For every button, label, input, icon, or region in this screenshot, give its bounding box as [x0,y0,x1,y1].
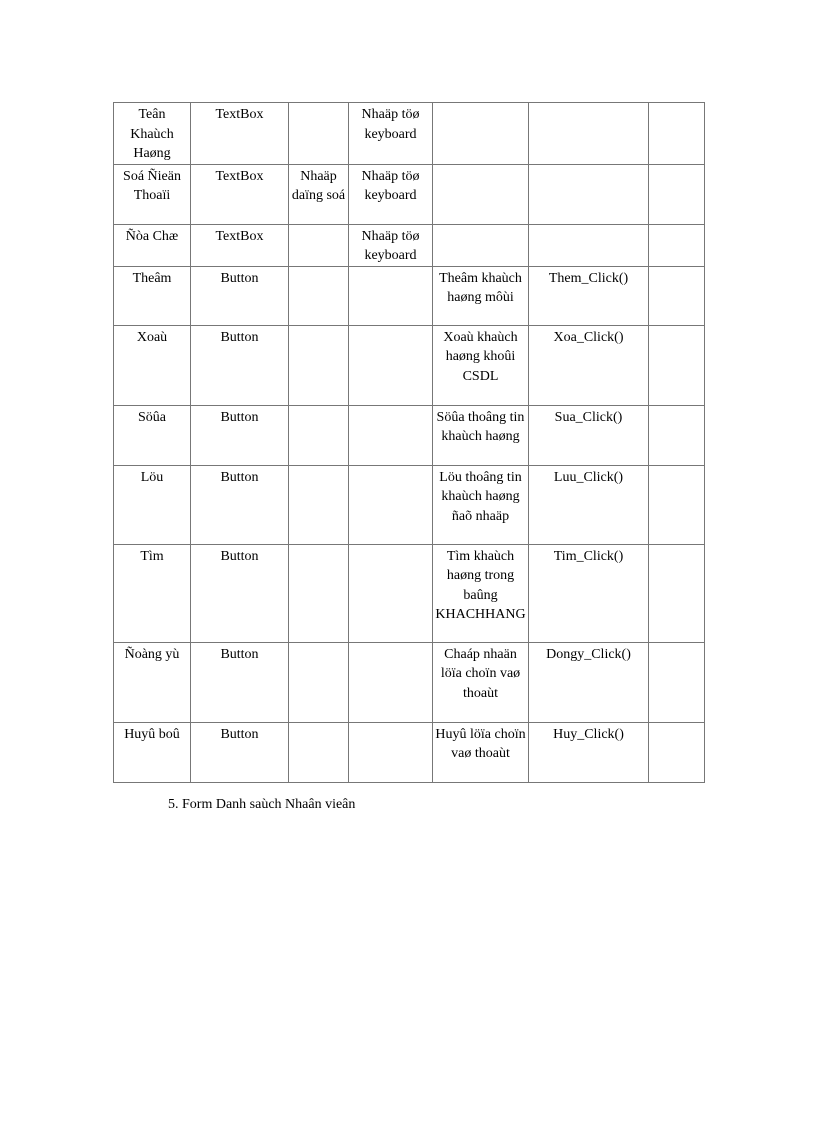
cell-control-type: TextBox [191,164,289,224]
cell-input-source [349,405,433,465]
table-row [114,164,705,224]
cell-description: Tìm khaùch haøng trong baûng KHACHHANG [433,544,529,642]
cell-input-source [349,325,433,405]
cell-note [649,164,705,224]
cell-input-source [349,465,433,544]
table-row [114,266,705,325]
table-row [114,405,705,465]
cell-constraint [289,642,349,722]
table-row [114,642,705,722]
cell-constraint [289,544,349,642]
cell-control-name: Theâm [114,266,191,325]
cell-constraint [289,266,349,325]
cell-handler: Xoa_Click() [529,325,649,405]
cell-note [649,103,705,165]
cell-input-source: Nhaäp töø keyboard [349,103,433,165]
cell-note [649,722,705,782]
cell-constraint [289,103,349,165]
control-spec-table [113,102,705,783]
cell-control-type: Button [191,405,289,465]
cell-note [649,465,705,544]
table-row [114,103,705,165]
table-row [114,722,705,782]
cell-input-source: Nhaäp töø keyboard [349,164,433,224]
cell-handler: Them_Click() [529,266,649,325]
cell-control-type: Button [191,642,289,722]
cell-input-source: Nhaäp töø keyboard [349,224,433,266]
cell-description: Huyû löïa choïn vaø thoaùt [433,722,529,782]
cell-handler: Sua_Click() [529,405,649,465]
cell-note [649,266,705,325]
cell-constraint [289,224,349,266]
cell-constraint: Nhaäp daïng soá [289,164,349,224]
cell-control-name: Teân Khaùch Haøng [114,103,191,165]
cell-handler: Luu_Click() [529,465,649,544]
cell-description [433,224,529,266]
cell-handler: Dongy_Click() [529,642,649,722]
cell-description: Theâm khaùch haøng môùi [433,266,529,325]
cell-control-type: Button [191,325,289,405]
cell-control-name: Huyû boû [114,722,191,782]
table-body [114,103,705,783]
table-row [114,465,705,544]
cell-handler: Huy_Click() [529,722,649,782]
cell-constraint [289,325,349,405]
cell-input-source [349,544,433,642]
cell-constraint [289,405,349,465]
cell-input-source [349,642,433,722]
cell-handler [529,103,649,165]
cell-description [433,103,529,165]
cell-note [649,642,705,722]
cell-description [433,164,529,224]
table-row [114,224,705,266]
cell-description: Chaáp nhaän löïa choïn vaø thoaùt [433,642,529,722]
cell-control-name: Söûa [114,405,191,465]
cell-control-name: Xoaù [114,325,191,405]
cell-handler [529,164,649,224]
cell-handler: Tim_Click() [529,544,649,642]
table-row [114,325,705,405]
cell-description: Söûa thoâng tin khaùch haøng [433,405,529,465]
cell-note [649,224,705,266]
cell-control-type: Button [191,544,289,642]
cell-control-name: Ñòa Chæ [114,224,191,266]
cell-input-source [349,266,433,325]
table-row [114,544,705,642]
cell-handler [529,224,649,266]
cell-constraint [289,722,349,782]
cell-control-name: Ñoàng yù [114,642,191,722]
cell-description: Xoaù khaùch haøng khoûi CSDL [433,325,529,405]
cell-control-name: Tìm [114,544,191,642]
section-caption: 5. Form Danh saùch Nhaân vieân [168,797,356,812]
cell-constraint [289,465,349,544]
cell-control-type: Button [191,722,289,782]
cell-note [649,544,705,642]
cell-control-type: Button [191,266,289,325]
cell-control-type: TextBox [191,224,289,266]
cell-control-name: Soá Ñieän Thoaïi [114,164,191,224]
cell-control-type: TextBox [191,103,289,165]
cell-description: Löu thoâng tin khaùch haøng ñaõ nhaäp [433,465,529,544]
cell-note [649,325,705,405]
cell-note [649,405,705,465]
cell-control-name: Löu [114,465,191,544]
cell-control-type: Button [191,465,289,544]
cell-input-source [349,722,433,782]
